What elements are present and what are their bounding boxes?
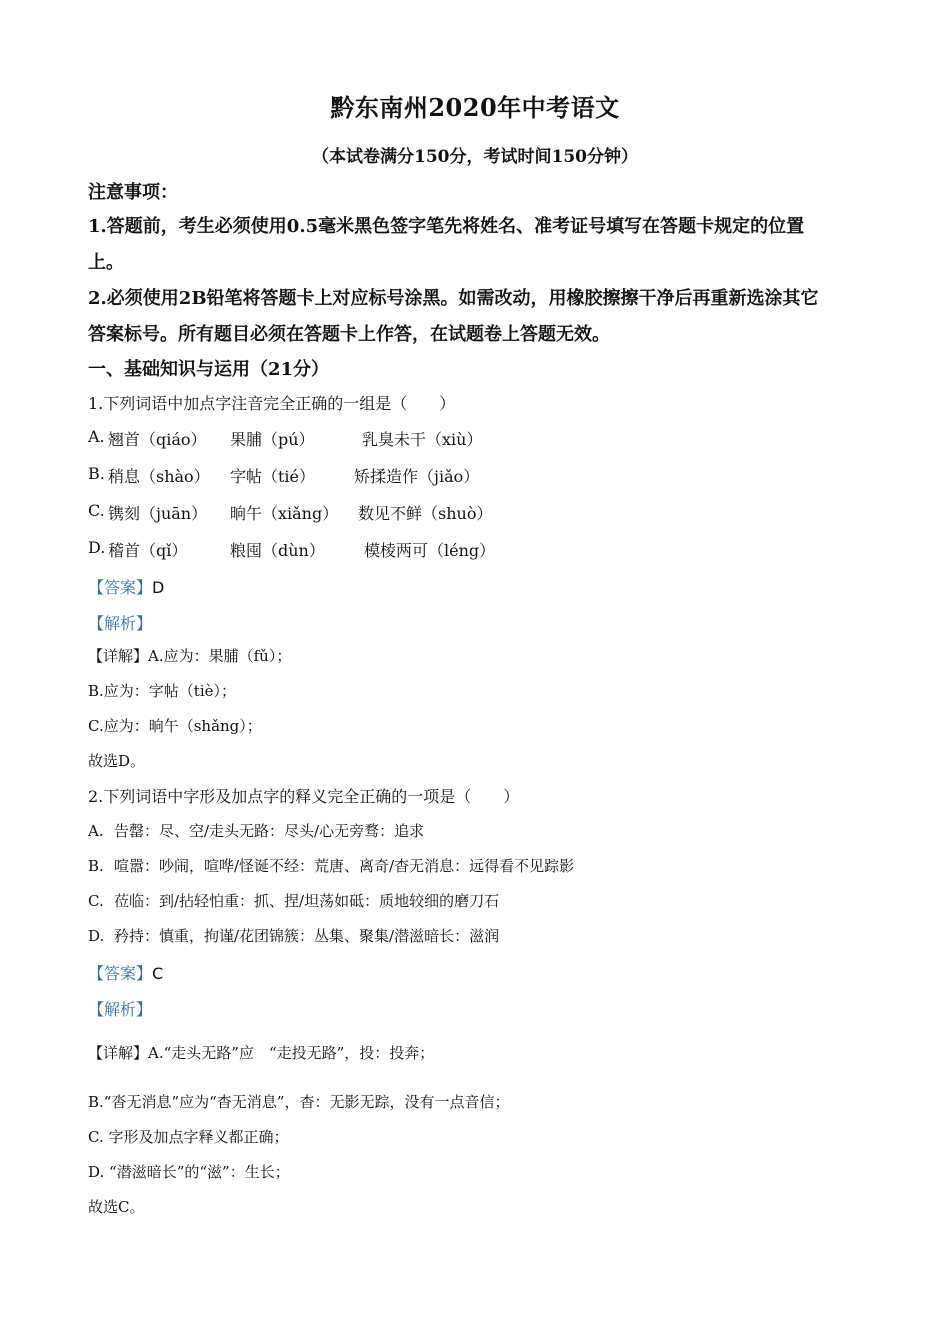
- option-label: D.: [88, 927, 105, 945]
- option-word-1: 镌刻（juān）: [108, 504, 208, 523]
- option-word-3: 数见不鲜（shuò）: [358, 504, 493, 523]
- question-2-detail-line-4: D. “潜滋暗长”的“滋”：生长；: [88, 1163, 290, 1181]
- detail-text: A.应为：果脯（fǔ）；: [148, 647, 292, 665]
- option-word-2: 晌午（xiǎng）: [230, 504, 339, 523]
- notice-heading: 注意事项：: [88, 182, 178, 203]
- option-word-1: 稽首（qǐ）: [108, 541, 188, 560]
- detail-text: A.“走头无路”应 “走投无路”，投：投奔；: [148, 1044, 435, 1062]
- question-2-detail-line-3: C. 字形及加点字释义都正确；: [88, 1128, 289, 1146]
- option-word-2: 字帖（tié）: [230, 467, 316, 486]
- notice-item-2-line-2: 答案标号。所有题目必须在答题卡上作答，在试题卷上答题无效。: [88, 324, 610, 345]
- detail-tag: 【详解】: [88, 647, 149, 665]
- option-word-2: 果脯（pú）: [230, 430, 315, 449]
- question-1-detail-line-4: 故选D。: [88, 752, 146, 770]
- question-1-analysis-tag: 【解析】: [88, 614, 153, 633]
- question-1-stem: 1.下列词语中加点字注音完全正确的一组是（ ）: [88, 394, 456, 413]
- option-word-3: 模棱两可（léng）: [364, 541, 496, 560]
- section-heading: 一、基础知识与运用（21分）: [88, 359, 330, 380]
- notice-item-1-line-1: 1.答题前，考生必须使用0.5毫米黑色签字笔先将姓名、准考证号填写在答题卡规定的位置: [88, 216, 805, 237]
- option-text: 莅临：到/拈轻怕重：抓、捏/坦荡如砥：质地较细的磨刀石: [114, 892, 500, 910]
- notice-item-2-line-1: 2.必须使用2B铅笔将答题卡上对应标号涂黑。如需改动，用橡胶擦擦干净后再重新选涂其它: [88, 288, 819, 309]
- option-label: A.: [88, 822, 104, 840]
- page-subtitle: （本试卷满分150分，考试时间150分钟）: [312, 147, 638, 167]
- option-label: D.: [88, 538, 106, 557]
- option-text: 矜持：慎重，拘谨/花团锦簇：丛集、聚集/潜滋暗长：滋润: [114, 927, 500, 945]
- page-title: 黔东南州2020年中考语文: [330, 93, 620, 122]
- question-1-detail-line-3: C.应为：晌午（shǎng）；: [88, 717, 262, 735]
- option-label: C.: [88, 501, 105, 520]
- option-label: A.: [88, 427, 105, 446]
- question-2-option-c: [88, 890, 499, 911]
- detail-tag: 【详解】: [88, 1044, 149, 1062]
- question-1-detail-line-1: [88, 645, 291, 666]
- question-2-option-a: [88, 820, 424, 841]
- option-label: C.: [88, 892, 104, 910]
- answer-value: D: [152, 578, 165, 597]
- question-2-detail-line-2: B.“沓无消息”应为“杳无消息”，杳：无影无踪，没有一点音信；: [88, 1093, 510, 1111]
- option-word-1: 翘首（qiáo）: [108, 430, 207, 449]
- option-word-3: 乳臭未干（xiù）: [362, 430, 483, 449]
- option-text: 喧嚣：吵闹，喧哗/怪诞不经：荒唐、离奇/杳无消息：远得看不见踪影: [114, 857, 575, 875]
- option-word-1: 稍息（shào）: [108, 467, 210, 486]
- answer-tag: 【答案】: [88, 964, 153, 983]
- question-1-detail-line-2: B.应为：字帖（tiè）；: [88, 682, 236, 700]
- question-1-answer: [88, 575, 164, 598]
- answer-tag: 【答案】: [88, 578, 153, 597]
- option-word-3: 矫揉造作（jiǎo）: [354, 467, 480, 486]
- option-label: B.: [88, 857, 104, 875]
- question-2-answer: [88, 961, 163, 984]
- notice-item-1-line-2: 上。: [88, 252, 124, 273]
- question-2-option-b: [88, 855, 574, 876]
- option-text: 告罄：尽、空/走头无路：尽头/心无旁骛：追求: [114, 822, 425, 840]
- question-2-analysis-tag: 【解析】: [88, 1000, 153, 1019]
- question-2-stem: 2.下列词语中字形及加点字的释义完全正确的一项是（ ）: [88, 787, 520, 806]
- question-2-detail-line-1: [88, 1042, 434, 1063]
- answer-value: C: [152, 964, 164, 983]
- option-word-2: 粮囤（dùn）: [230, 541, 325, 560]
- question-2-detail-line-5: 故选C。: [88, 1198, 145, 1216]
- question-2-option-d: [88, 925, 499, 946]
- option-label: B.: [88, 464, 105, 483]
